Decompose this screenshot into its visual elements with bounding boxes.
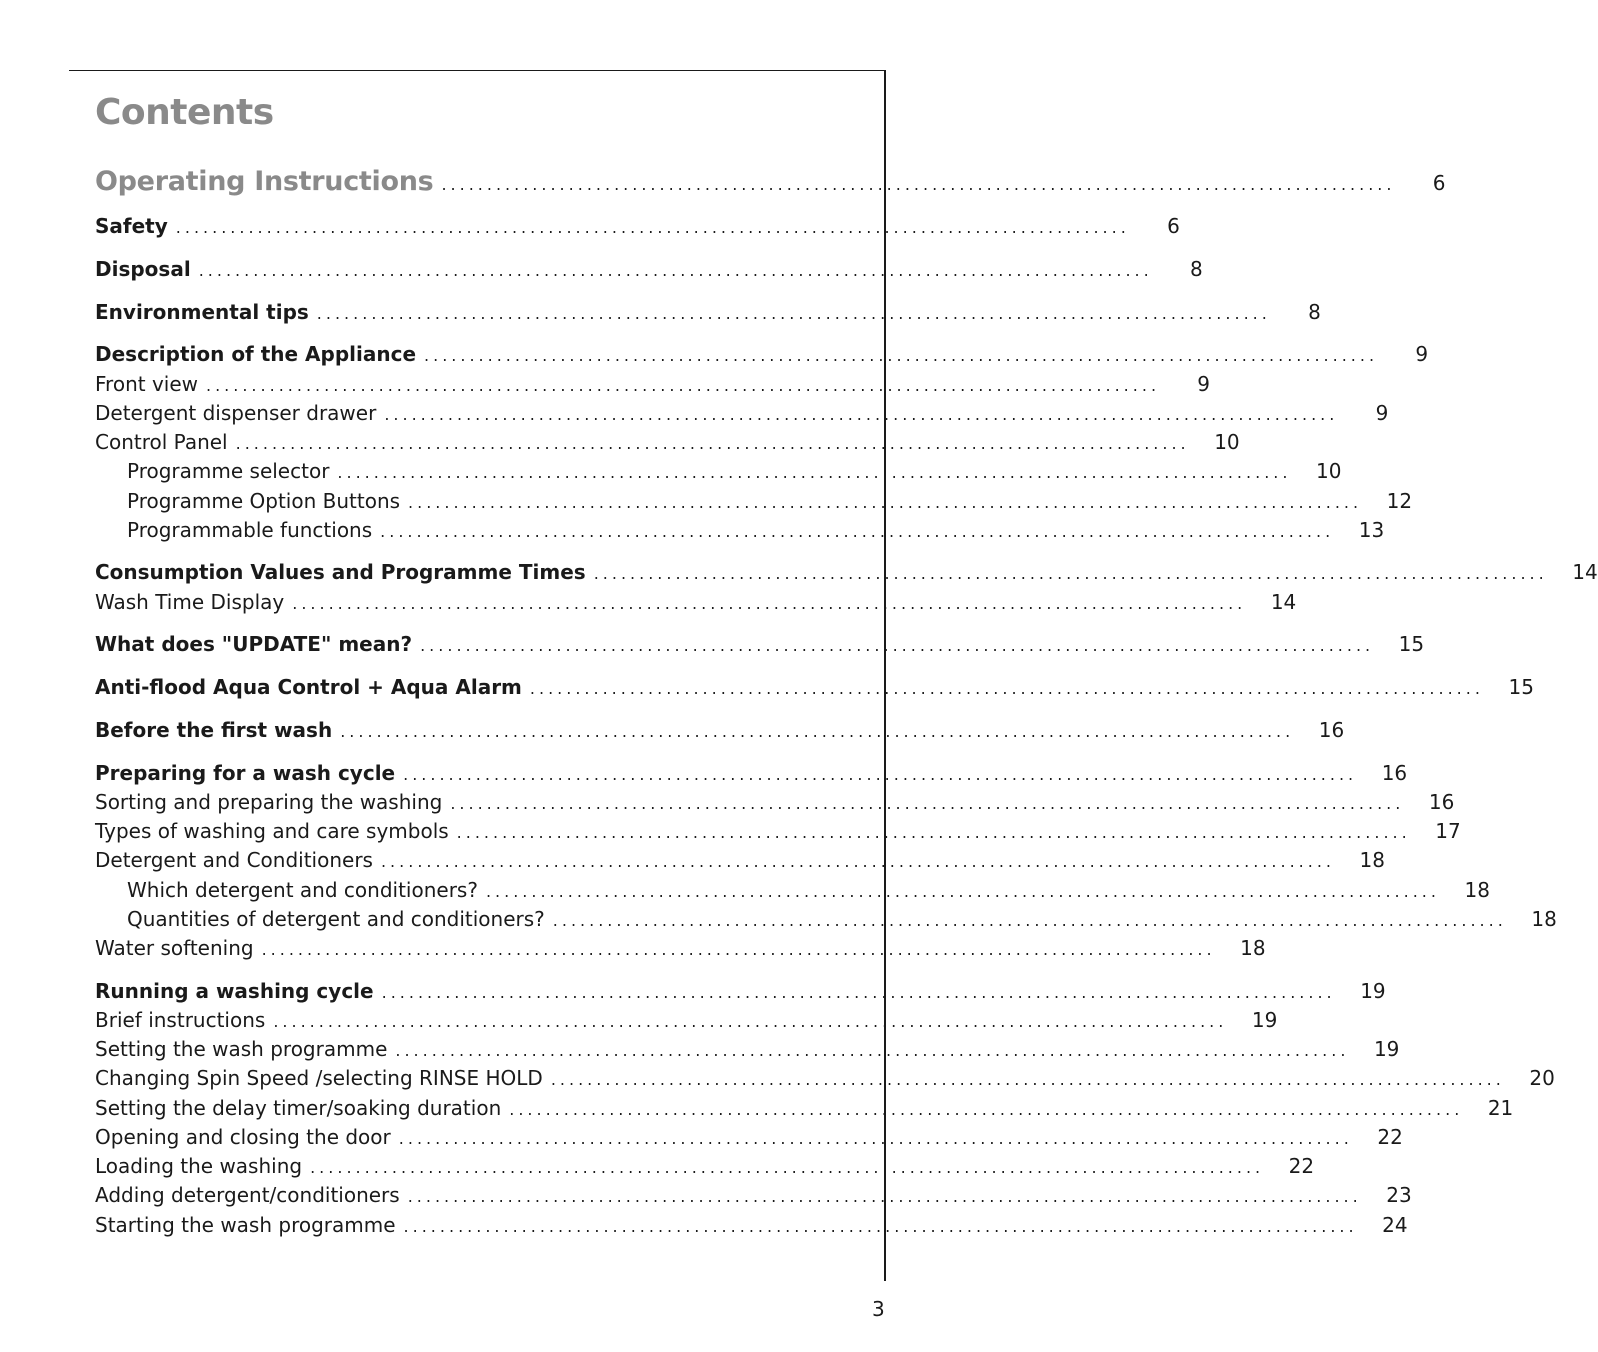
toc-entry-page: 12 xyxy=(1386,489,1413,513)
toc-entry-page: 18 xyxy=(1464,878,1490,902)
toc-entry-operating-instructions[interactable]: Operating Instructions ......................................................................................................... 6 xyxy=(95,166,1446,197)
toc-entry-page: 18 xyxy=(1531,907,1557,931)
toc-entry-loading-the-washing[interactable]: Loading the washing ......................................................................................................... 22 xyxy=(95,1154,1315,1178)
toc-entry-page: 16 xyxy=(1381,761,1408,785)
toc-entry-quantities-of-detergent[interactable]: Quantities of detergent and conditioners? ......................................................................................................... 18 xyxy=(95,907,859,937)
toc-entry-page: 19 xyxy=(1373,1037,1400,1061)
toc-entry-which-detergent[interactable]: Which detergent and conditioners? ......................................................................................................... 18 xyxy=(95,878,859,908)
toc-entry-label: Loading the washing xyxy=(95,1154,303,1178)
toc-entry-label: Types of washing and care symbols xyxy=(95,819,449,843)
toc-entry-control-panel[interactable]: Control Panel ......................................................................................................... 10 xyxy=(95,430,1240,454)
toc-entry-page: 18 xyxy=(1359,848,1385,872)
toc-entry-label: Before the first wash xyxy=(95,718,333,742)
toc-entry-brief-instructions[interactable]: Brief instructions ......................................................................................................... 19 xyxy=(95,1008,1278,1032)
toc-entry-page: 10 xyxy=(1316,459,1342,483)
toc-entry-label: Changing Spin Speed /selecting RINSE HOLD xyxy=(95,1066,543,1090)
toc-entry-page: 9 xyxy=(1375,401,1389,425)
toc-entry-label: Preparing for a wash cycle xyxy=(95,761,396,785)
toc-entry-page: 22 xyxy=(1377,1125,1403,1149)
toc-entry-label: Front view xyxy=(95,372,198,396)
page-title: Contents xyxy=(95,92,274,133)
page-number: 3 xyxy=(872,1297,885,1321)
toc-entry-label: Setting the wash programme xyxy=(95,1037,388,1061)
toc-entry-label: Adding detergent/conditioners xyxy=(95,1183,400,1207)
toc-entry-page: 15 xyxy=(1508,675,1534,699)
toc-entry-programmable-functions[interactable]: Programmable functions ......................................................................................................... 13 xyxy=(95,518,859,548)
toc-entry-label: Disposal xyxy=(95,257,191,281)
toc-entry-types-of-washing[interactable]: Types of washing and care symbols ......................................................................................................... 17 xyxy=(95,819,1461,843)
toc-entry-label: Safety xyxy=(95,214,168,238)
toc-entry-label: Sorting and preparing the washing xyxy=(95,790,443,814)
toc-entry-label: Starting the wash programme xyxy=(95,1213,396,1237)
toc-entry-label: What does "UPDATE" mean? xyxy=(95,632,413,656)
toc-entry-water-softening[interactable]: Water softening ......................................................................................................... 18 xyxy=(95,936,1266,960)
toc-entry-page: 16 xyxy=(1318,718,1345,742)
toc-entry-page: 14 xyxy=(1572,560,1598,584)
toc-entry-starting-the-wash-programme[interactable]: Starting the wash programme ......................................................................................................... 24 xyxy=(95,1213,1408,1237)
toc-entry-page: 14 xyxy=(1270,590,1297,614)
toc-entry-page: 6 xyxy=(1432,171,1446,195)
toc-entry-page: 8 xyxy=(1308,300,1321,324)
toc-entry-safety[interactable]: Safety ......................................................................................................... 6 xyxy=(95,214,1180,238)
toc-entry-label: Opening and closing the door xyxy=(95,1125,391,1149)
toc-entry-running-a-washing-cycle[interactable]: Running a washing cycle ......................................................................................................... 19 xyxy=(95,979,1386,1003)
toc-entry-page: 10 xyxy=(1214,430,1240,454)
toc-entry-label: Description of the Appliance xyxy=(95,342,417,366)
toc-entry-label: Detergent dispenser drawer xyxy=(95,401,377,425)
toc-entry-sorting-and-preparing[interactable]: Sorting and preparing the washing ......................................................................................................... 16 xyxy=(95,790,1455,814)
toc-entry-programme-option-buttons[interactable]: Programme Option Buttons ......................................................................................................... 12 xyxy=(95,489,859,519)
top-rule xyxy=(69,70,886,71)
toc-entry-preparing-for-a-wash-cycle[interactable]: Preparing for a wash cycle ......................................................................................................... 16 xyxy=(95,761,1408,785)
toc-entry-disposal[interactable]: Disposal ......................................................................................................... 8 xyxy=(95,257,1203,281)
toc-entry-label: Programme Option Buttons xyxy=(127,489,401,513)
toc-entry-page: 20 xyxy=(1529,1066,1555,1090)
toc-entry-what-does-update-mean[interactable]: What does "UPDATE" mean? ......................................................................................................... 15 xyxy=(95,632,1425,656)
toc-entry-page: 13 xyxy=(1358,518,1385,542)
toc-entry-label: Water softening xyxy=(95,936,254,960)
toc-entry-consumption-values[interactable]: Consumption Values and Programme Times ......................................................................................................... 14 xyxy=(95,560,1598,584)
toc-entry-page: 23 xyxy=(1386,1183,1412,1207)
toc-entry-setting-the-delay-timer[interactable]: Setting the delay timer/soaking duration ......................................................................................................... 21 xyxy=(95,1096,1514,1120)
toc-entry-label: Control Panel xyxy=(95,430,228,454)
toc-entry-page: 17 xyxy=(1435,819,1461,843)
toc-entry-label: Programme selector xyxy=(127,459,330,483)
toc-entry-page: 19 xyxy=(1251,1008,1278,1032)
toc-entry-page: 22 xyxy=(1288,1154,1315,1178)
toc-entry-anti-flood-aqua-control[interactable]: Anti-flood Aqua Control + Aqua Alarm ......................................................................................................... 15 xyxy=(95,675,1534,699)
toc-entry-page: 18 xyxy=(1240,936,1266,960)
toc-entry-page: 16 xyxy=(1428,790,1455,814)
toc-entry-environmental-tips[interactable]: Environmental tips ......................................................................................................... 8 xyxy=(95,300,1321,324)
toc-entry-page: 15 xyxy=(1398,632,1425,656)
toc-entry-label: Running a washing cycle xyxy=(95,979,374,1003)
toc-entry-label: Which detergent and conditioners? xyxy=(127,878,478,902)
toc-entry-front-view[interactable]: Front view ......................................................................................................... 9 xyxy=(95,372,1211,396)
toc-entry-label: Operating Instructions xyxy=(95,166,434,197)
toc-entry-label: Anti-flood Aqua Control + Aqua Alarm xyxy=(95,675,522,699)
toc-entry-page: 9 xyxy=(1415,342,1429,366)
toc-entry-label: Quantities of detergent and conditioners? xyxy=(127,907,545,931)
toc-entry-opening-and-closing-the-door[interactable]: Opening and closing the door ......................................................................................................... 22 xyxy=(95,1125,1403,1149)
toc-entry-description-of-the-appliance[interactable]: Description of the Appliance ......................................................................................................... 9 xyxy=(95,342,1429,366)
toc-entry-label: Brief instructions xyxy=(95,1008,266,1032)
toc-entry-label: Detergent and Conditioners xyxy=(95,848,373,872)
toc-entry-setting-the-wash-programme[interactable]: Setting the wash programme ......................................................................................................... 19 xyxy=(95,1037,1400,1061)
toc-entry-label: Environmental tips xyxy=(95,300,309,324)
toc-entry-before-the-first-wash[interactable]: Before the first wash ......................................................................................................... 16 xyxy=(95,718,1345,742)
toc-entry-programme-selector[interactable]: Programme selector ......................................................................................................... 10 xyxy=(95,459,859,489)
toc-entry-label: Programmable functions xyxy=(127,518,373,542)
toc-entry-wash-time-display[interactable]: Wash Time Display ......................................................................................................... 14 xyxy=(95,590,1297,614)
toc-entry-page: 8 xyxy=(1189,257,1203,281)
toc-entry-page: 6 xyxy=(1167,214,1180,238)
toc-entry-page: 21 xyxy=(1487,1096,1514,1120)
toc-entry-label: Wash Time Display xyxy=(95,590,285,614)
toc-entry-adding-detergent[interactable]: Adding detergent/conditioners ......................................................................................................... 23 xyxy=(95,1183,1412,1207)
toc-entry-changing-spin-speed[interactable]: Changing Spin Speed /selecting RINSE HOLD ......................................................................................................... 20 xyxy=(95,1066,1555,1090)
toc-entry-detergent-dispenser-drawer[interactable]: Detergent dispenser drawer ......................................................................................................... 9 xyxy=(95,401,1389,425)
toc-entry-detergent-and-conditioners[interactable]: Detergent and Conditioners ......................................................................................................... 18 xyxy=(95,848,1385,872)
toc-entry-label: Setting the delay timer/soaking duration xyxy=(95,1096,502,1120)
toc-entry-page: 9 xyxy=(1197,372,1211,396)
toc-entry-page: 19 xyxy=(1360,979,1386,1003)
toc-entry-page: 24 xyxy=(1382,1213,1408,1237)
toc-entry-label: Consumption Values and Programme Times xyxy=(95,560,586,584)
